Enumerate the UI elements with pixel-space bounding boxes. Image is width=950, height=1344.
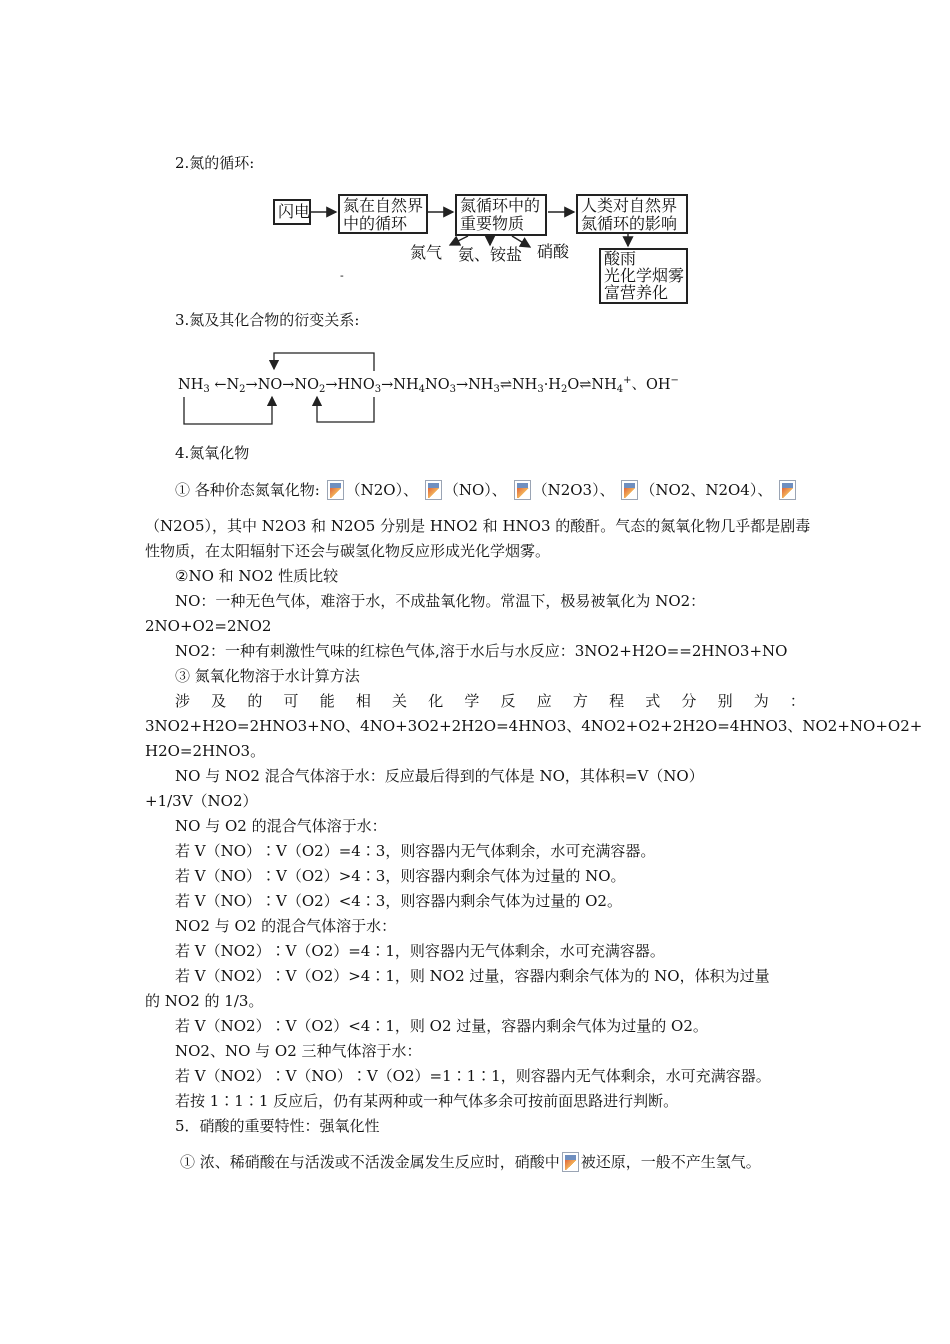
effect-eutrophication: 富营养化 bbox=[604, 283, 669, 302]
section-5-title: 5．硝酸的重要特性：强氧化性 bbox=[175, 1117, 380, 1135]
substances-box-line-1: 氮循环中的 bbox=[460, 196, 541, 215]
section-2-title: 2.氮的循环: bbox=[175, 154, 255, 172]
oxides-paragraph-line-3: 性物质，在太阳辐射下还会与碳氢化物反应形成光化学烟雾。 bbox=[145, 542, 551, 560]
three-gas-mix-title: NO2、NO 与 O2 三种气体溶于水： bbox=[175, 1042, 422, 1060]
no-o2-case-greater: 若 V（NO）∶V（O2）>4∶3，则容器内剩余气体为过量的 NO。 bbox=[175, 867, 626, 885]
impact-box-line-2: 氮循环的影响 bbox=[581, 214, 678, 233]
equations-line-2: H2O=2HNO3。 bbox=[145, 742, 266, 760]
substance-nitric-acid: 硝酸 bbox=[537, 242, 570, 261]
section-3-title: 3.氮及其化合物的衍变关系: bbox=[175, 311, 360, 329]
no2-o2-mix-title: NO2 与 O2 的混合气体溶于水： bbox=[175, 917, 397, 935]
effect-acid-rain: 酸雨 bbox=[604, 249, 637, 268]
no-o2-case-less: 若 V（NO）∶V（O2）<4∶3，则容器内剩余气体为过量的 O2。 bbox=[175, 892, 622, 910]
diagram-arrows bbox=[0, 0, 950, 320]
substance-nitrogen-gas: 氮气 bbox=[410, 243, 443, 262]
effect-photochemical-smog: 光化学烟雾 bbox=[604, 266, 685, 285]
equilibrium-arrow: ⇌ bbox=[499, 377, 512, 393]
oxides-line: ① 各种价态氮氧化物: （N2O）、 （NO）、 （N2O3）、 （NO2、N2O4）、 bbox=[175, 480, 798, 500]
nitric-acid-paragraph: ① 浓、稀硝酸在与活泼或不活泼金属发生反应时，硝酸中 被还原，一般不产生氢气。 bbox=[180, 1153, 761, 1171]
no-no2-mix-line-1: NO 与 NO2 混合气体溶于水：反应最后得到的气体是 NO，其体积=V（NO） bbox=[175, 767, 704, 785]
broken-image-icon bbox=[779, 480, 796, 500]
broken-image-icon bbox=[327, 480, 344, 500]
oxides-paragraph-line-2: （N2O5），其中 N2O3 和 N2O5 分别是 HNO2 和 HNO3 的酸酐。气态的氮氧化物几乎都是剧毒 bbox=[145, 517, 811, 535]
no2-property-line: NO2：一种有刺激性气味的红棕色气体,溶于水后与水反应：3NO2+H2O==2HNO3+NO bbox=[175, 642, 788, 660]
substances-box-line-2: 重要物质 bbox=[460, 214, 525, 233]
no-property-line-1: NO：一种无色气体，难溶于水，不成盐氧化物。常温下，极易被氧化为 NO2： bbox=[175, 592, 706, 610]
conversion-chain: $NH_3$ $\leftarrow N_2\to NO\to NO_2\to HNO_3\to NH_4NO_3\to NH_3\rightleftharpoons NH_3\cdot H_2O\rightleftharpoons NH_4^+$、OH− bbox=[178, 375, 679, 395]
no2-o2-case-less: 若 V（NO2）∶V（O2）<4∶1，则 O2 过量，容器内剩余气体为过量的 O2。 bbox=[175, 1017, 708, 1035]
no2-o2-case-greater-line-2: 的 NO2 的 1/3。 bbox=[145, 992, 264, 1010]
no-o2-case-equal: 若 V（NO）∶V（O2）=4∶3，则容器内无气体剩余，水可充满容器。 bbox=[175, 842, 656, 860]
cycle-box-line-1: 氮在自然界 bbox=[343, 196, 424, 215]
lightning-label: 闪电 bbox=[278, 202, 311, 221]
three-gas-case-other: 若按 1∶1∶1 反应后，仍有某两种或一种气体多余可按前面思路进行判断。 bbox=[175, 1092, 679, 1110]
no2-o2-case-greater-line-1: 若 V（NO2）∶V（O2）>4∶1，则 NO2 过量，容器内剩余气体为的 NO，体积为过量 bbox=[175, 967, 770, 985]
broken-image-icon bbox=[514, 480, 531, 500]
no-property-line-2: 2NO+O2=2NO2 bbox=[145, 617, 272, 635]
equations-line-1: 3NO2+H2O=2HNO3+NO、4NO+3O2+2H2O=4HNO3、4NO2+O2+2H2O=4HNO3、NO2+NO+O2+ bbox=[145, 717, 923, 735]
no2-o2-case-equal: 若 V（NO2）∶V（O2）=4∶1，则容器内无气体剩余，水可充满容器。 bbox=[175, 942, 665, 960]
broken-image-icon bbox=[621, 480, 638, 500]
calc-method-title: ③ 氮氧化物溶于水计算方法 bbox=[175, 667, 360, 685]
section-4-title: 4.氮氧化物 bbox=[175, 444, 250, 462]
equilibrium-arrow: ⇌ bbox=[579, 377, 592, 393]
stray-mark: - bbox=[340, 269, 344, 282]
compare-title: ②NO 和 NO2 性质比较 bbox=[175, 567, 339, 585]
broken-image-icon bbox=[562, 1152, 579, 1172]
no-no2-mix-line-2: +1/3V（NO2） bbox=[145, 792, 258, 810]
impact-box-line-1: 人类对自然界 bbox=[581, 196, 678, 215]
no-o2-mix-title: NO 与 O2 的混合气体溶于水： bbox=[175, 817, 387, 835]
three-gas-case-equal: 若 V（NO2）∶V（NO）∶V（O2）=1∶1∶1，则容器内无气体剩余，水可充满容器。 bbox=[175, 1067, 771, 1085]
cycle-box-line-2: 中的循环 bbox=[343, 214, 408, 233]
substance-ammonia: 氨、铵盐 bbox=[458, 245, 523, 264]
equations-intro: 涉 及 的 可 能 相 关 化 学 反 应 方 程 式 分 别 为 ： bbox=[175, 692, 805, 710]
broken-image-icon bbox=[425, 480, 442, 500]
